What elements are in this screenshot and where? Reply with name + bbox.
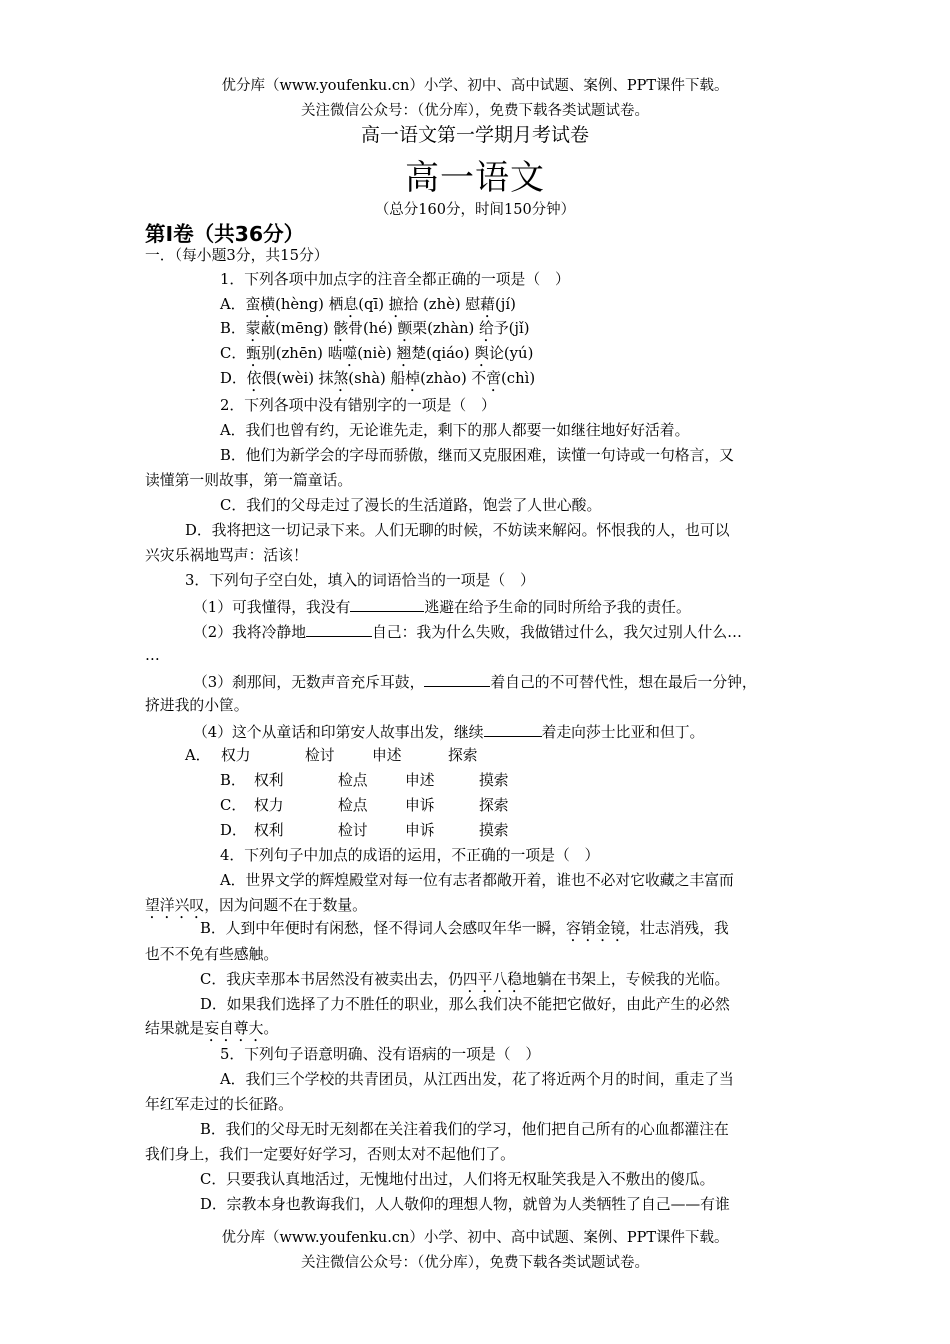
q3-option-d: D． 权利 检讨 申诉 摸索 [220, 822, 509, 839]
q1-option-d: D．依偎(wèi) 抹煞(shà) 船棹(zhào) 不啻(chì) [220, 370, 536, 387]
q5-option-a-line1: A．我们三个学校的共青团员，从江西出发，花了将近两个月的时间，重走了当 [220, 1071, 734, 1088]
q5-option-a-line2: 年红军走过的长征路。 [145, 1096, 293, 1113]
q4-option-a-line2: 望洋兴叹，因为问题不在于数量。 [145, 897, 367, 914]
q5-option-b-line2: 我们身上，我们一定要好好学习，否则太对不起他们了。 [145, 1146, 515, 1163]
q4-option-c: C．我庆幸那本书居然没有被卖出去，仍四平八稳地躺在书架上，专候我的光临。 [200, 971, 730, 988]
q2-option-d-line1: D．我将把这一切记录下来。人们无聊的时候，不妨读来解闷。怀恨我的人，也可以 [185, 522, 730, 539]
q1-option-b: B．蒙蔽(mēng) 骸骨(hé) 颤栗(zhàn) 给予(jǐ) [220, 320, 530, 337]
q4-option-b-line2: 也不不免有些感触。 [145, 946, 279, 963]
q3-option-c: C． 权力 检点 申诉 探索 [220, 797, 509, 814]
q2-option-d-line2: 兴灾乐祸地骂声：活该！ [145, 547, 308, 564]
q3-sentence-3-cont: 挤进我的小筐。 [145, 697, 249, 714]
blank-line [350, 597, 424, 612]
q5-option-d: D．宗教本身也教诲我们，人人敬仰的理想人物，就曾为人类牺牲了自己——有谁 [200, 1196, 730, 1213]
q5-option-c: C．只要我认真地活过，无愧地付出过，人们将无权耻笑我是入不敷出的傻瓜。 [200, 1171, 715, 1188]
blank-line [424, 672, 490, 687]
q2-option-b-line1: B．他们为新学会的字母而骄傲，继而又克服困难，读懂一句诗或一句格言，又 [220, 447, 734, 464]
q2-option-c: C．我们的父母走过了漫长的生活道路，饱尝了人世心酸。 [220, 497, 602, 514]
q1-stem: 1．下列各项中加点字的注音全都正确的一项是（ ） [220, 271, 570, 288]
q2-stem: 2．下列各项中没有错别字的一项是（ ） [220, 397, 496, 414]
q4-option-a-line1: A．世界文学的辉煌殿堂对每一位有志者都敞开着，谁也不必对它收藏之丰富而 [220, 872, 734, 889]
q3-sentence-2-cont: … [145, 647, 160, 664]
q4-option-d-line2: 结果就是妄自尊大。 [145, 1020, 279, 1037]
header-line-2: 关注微信公众号：（优分库），免费下载各类试题试卷。 [301, 103, 649, 119]
blank-line [484, 722, 542, 737]
exam-title: 高一语文第一学期月考试卷 [360, 124, 589, 146]
q3-sentence-4: （4）这个从童话和印第安人故事出发，继续 着走向莎士比亚和但丁。 [193, 724, 705, 741]
q1-option-c: C．甄别(zhēn) 啮噬(niè) 翘楚(qiáo) 舆论(yú) [220, 345, 534, 362]
q3-sentence-1: （1）可我懂得，我没有 逃避在给予生命的同时所给予我的责任。 [193, 599, 691, 616]
blank-line [306, 622, 372, 637]
q4-option-d-line1: D．如果我们选择了力不胜任的职业，那么我们决不能把它做好，由此产生的必然 [200, 996, 730, 1013]
q3-option-a: A． 权力 检讨 申述 探索 [185, 747, 478, 764]
q3-stem: 3．下列句子空白处，填入的词语恰当的一项是（ ） [185, 572, 535, 589]
q2-option-b-line2: 读懂第一则故事，第一篇童话。 [145, 472, 353, 489]
part-heading: 一．（每小题3分，共15分） [145, 247, 329, 264]
footer-line-1: 优分库（www.youfenku.cn）小学、初中、高中试题、案例、PPT课件下载。 [221, 1230, 729, 1246]
q4-option-b-line1: B．人到中年便时有闲愁，怪不得词人会感叹年华一瞬，容销金镜，壮志消残，我 [200, 920, 729, 937]
header-line-1: 优分库（www.youfenku.cn）小学、初中、高中试题、案例、PPT课件下载。 [221, 78, 729, 94]
q5-stem: 5．下列句子语意明确、没有语病的一项是（ ） [220, 1046, 541, 1063]
q5-option-b-line1: B．我们的父母无时无刻都在关注着我们的学习，他们把自己所有的心血都灌注在 [200, 1121, 729, 1138]
q3-sentence-3: （3）刹那间，无数声音充斥耳鼓， 着自己的不可替代性，想在最后一分钟， [193, 674, 757, 691]
subject-title: 高一语文 [405, 158, 545, 198]
q4-stem: 4．下列句子中加点的成语的运用，不正确的一项是（ ） [220, 847, 600, 864]
section-title: 第Ⅰ卷（共36分） [145, 222, 305, 246]
q3-option-b: B． 权利 检点 申述 摸索 [220, 772, 509, 789]
exam-meta: （总分160分，时间150分钟） [374, 202, 576, 218]
q3-sentence-2: （2）我将冷静地 自己：我为什么失败，我做错过什么，我欠过别人什么… [193, 624, 742, 641]
footer-line-2: 关注微信公众号：（优分库），免费下载各类试题试卷。 [301, 1255, 649, 1271]
q1-option-a: A．蛮横(hèng) 栖息(qī) 摭拾 (zhè) 慰藉(jí) [220, 296, 516, 313]
q2-option-a: A．我们也曾有约，无论谁先走，剩下的那人都要一如继往地好好活着。 [220, 422, 690, 439]
